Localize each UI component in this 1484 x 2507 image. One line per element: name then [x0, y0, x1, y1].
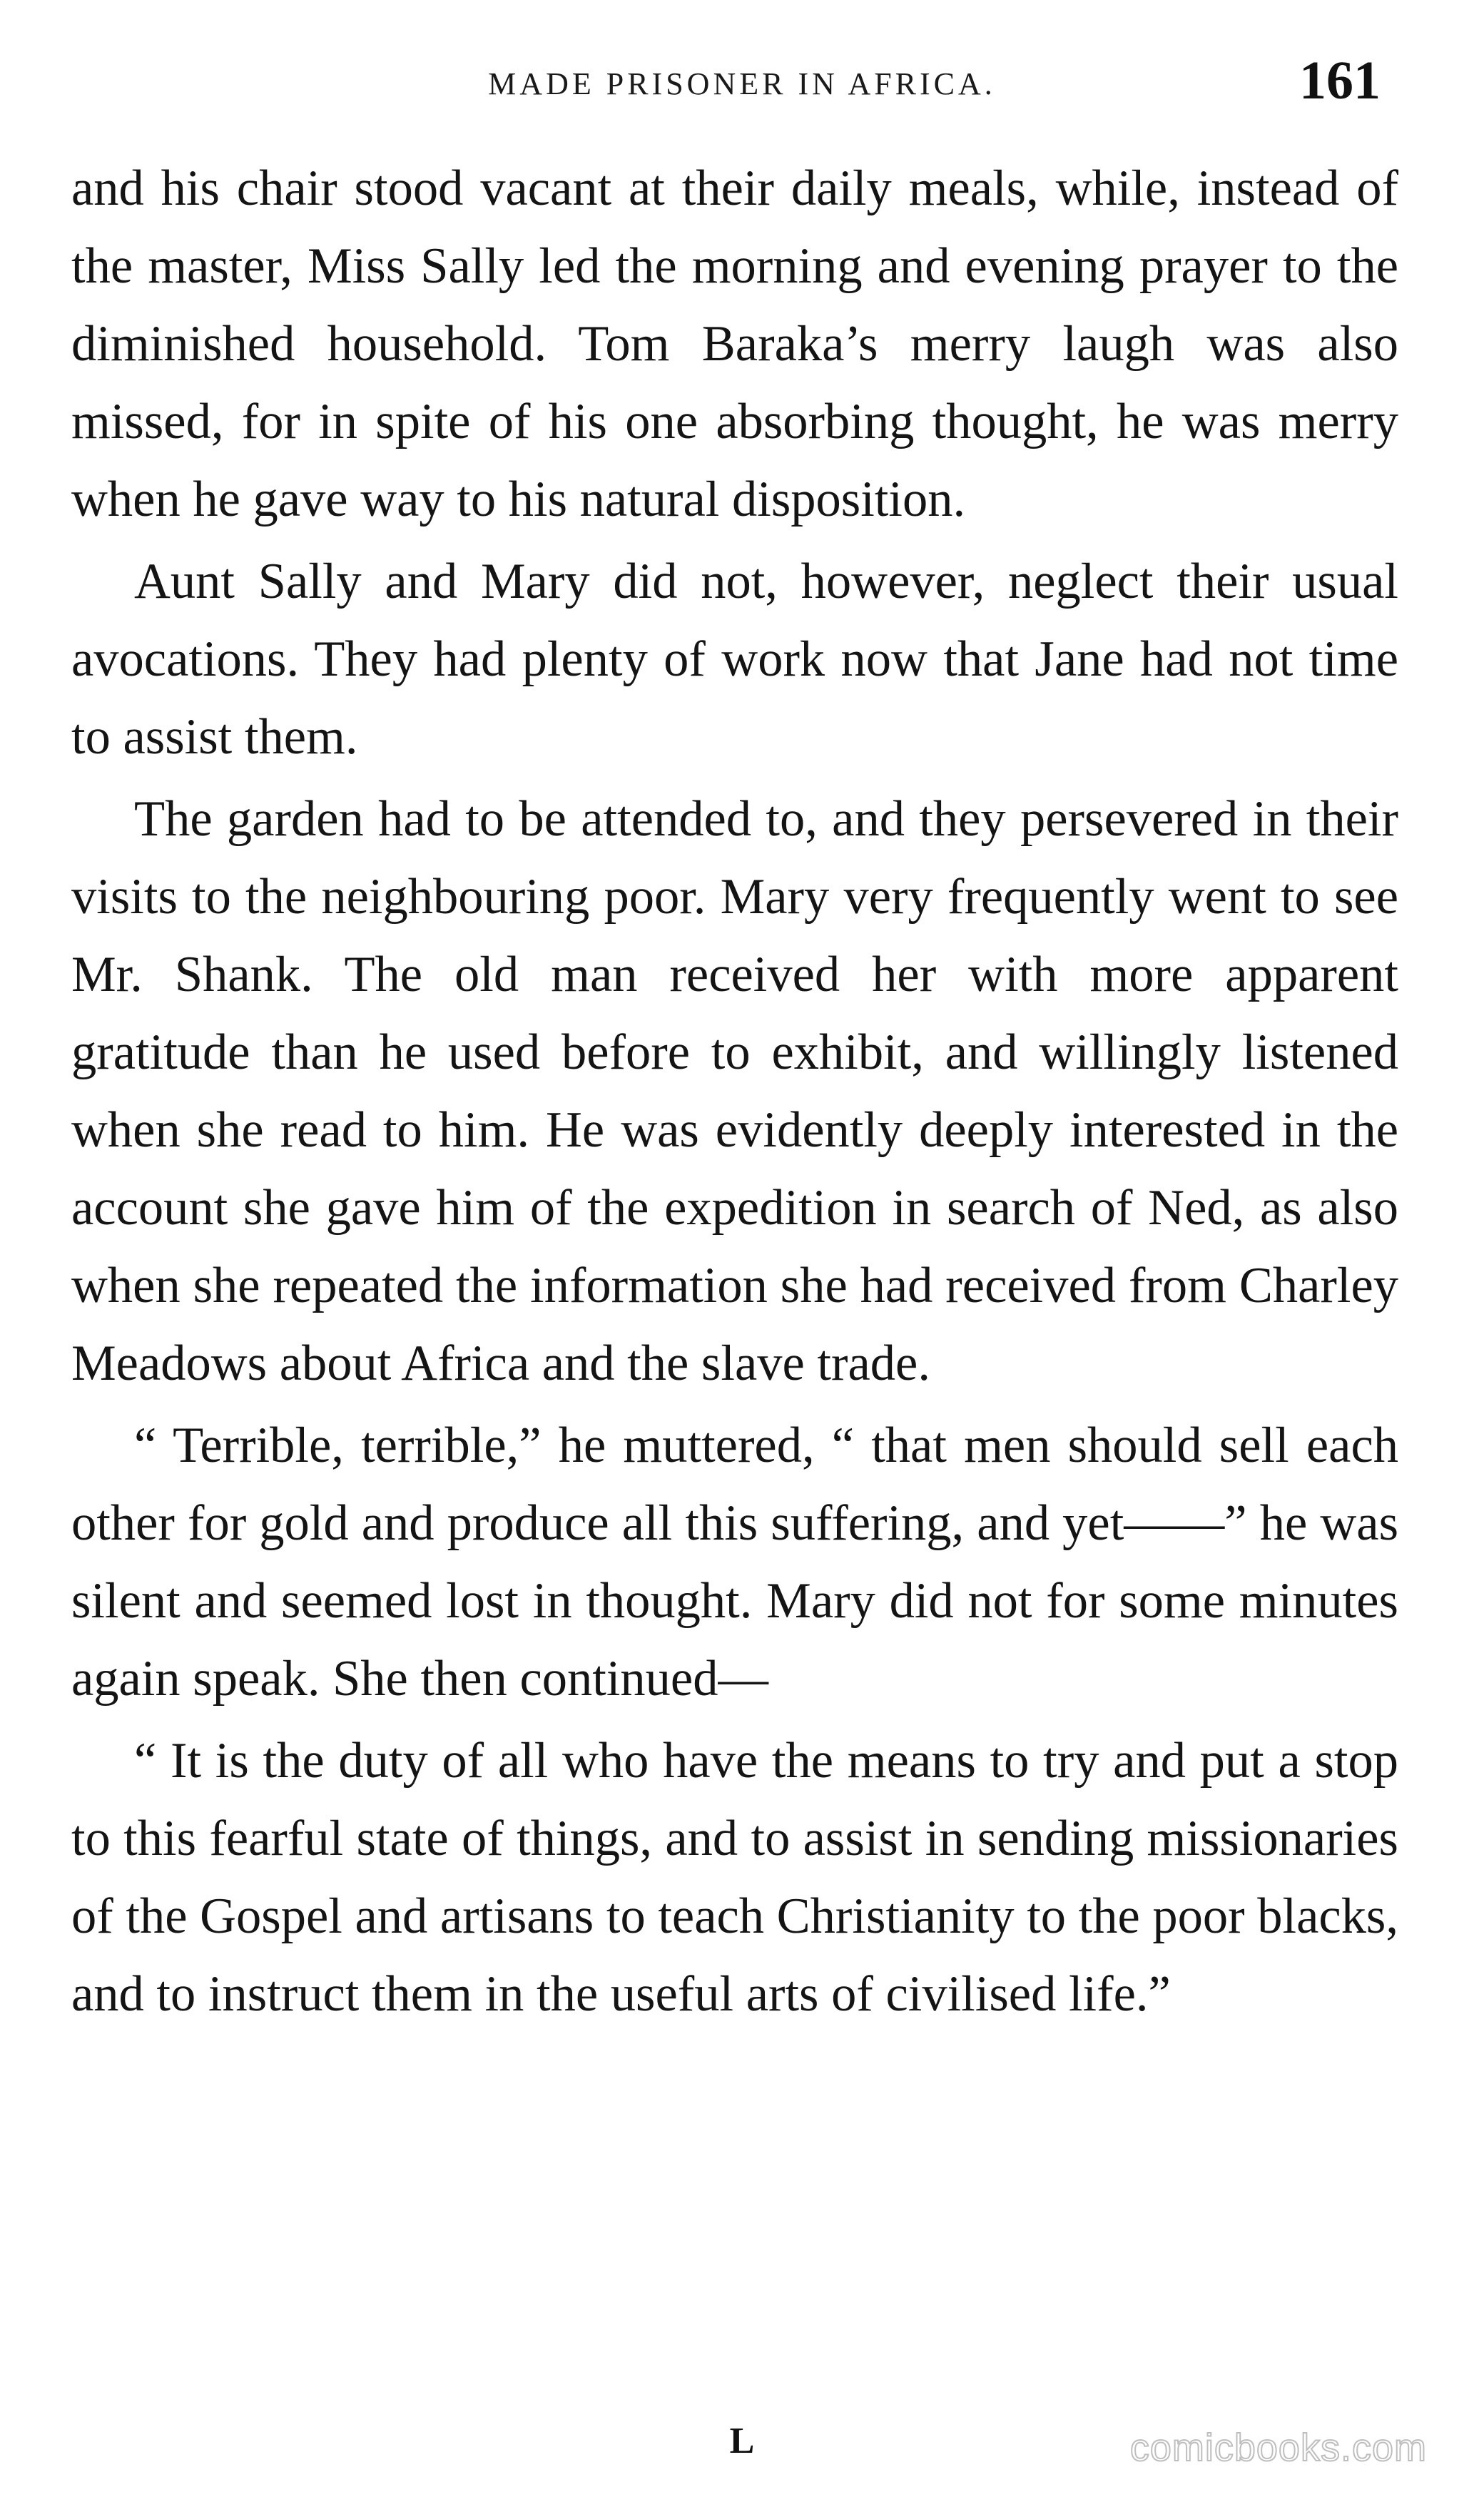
watermark: comicbooks.com [1129, 2426, 1427, 2469]
signature-mark: L [729, 2421, 755, 2461]
paragraph: “ Terrible, terrible,” he muttered, “ that men should sell each other for gold and produce all this suffering, and yet——” he was silent and seemed lost in thought. Mary did not for some minutes again speak. She then continued— [71, 1418, 1398, 1707]
body-text [71, 150, 1398, 2038]
paragraph: Aunt Sally and Mary did not, however, neglect their usual avocations. They had plenty of work now that Jane had not time to assist them. [71, 554, 1398, 765]
paragraph-continued: and his chair stood vacant at their daily meals, while, instead of the master, Miss Sally led the morning and evening prayer to the diminished household. Tom Baraka’s merry laugh was also missed, for in spite of his one absorbing thought, he was merry when he gave way to his natural disposition. [71, 161, 1398, 527]
paragraph: “ It is the duty of all who have the means to try and put a stop to this fearful state of things, and to assist in sending missionaries of the Gospel and artisans to teach Christianity to the poor blacks, and to instruct them in the useful arts of civilised life.” [71, 1733, 1398, 2022]
page-number: 161 [1299, 51, 1381, 111]
running-title: MADE PRISONER IN AFRICA. [488, 66, 996, 101]
paragraph: The garden had to be attended to, and they persevered in their visits to the neighbouring poor. Mary very frequently went to see Mr. Shank. The old man received her with more apparent gratitude than he used before to exhibit, and willingly listened when she read to him. He was evidently deeply interested in the account she gave him of the expedition in search of Ned, as also when she repeated the information she had received from Charley Meadows about Africa and the slave trade. [71, 791, 1398, 1391]
running-head [71, 50, 1413, 136]
